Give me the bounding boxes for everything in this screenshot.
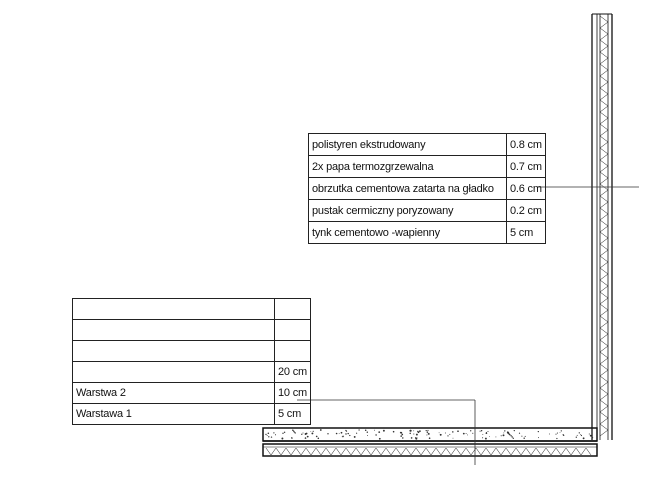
- left-table-row: [73, 404, 311, 425]
- left-table-row: [73, 362, 311, 383]
- top-table-row: [309, 156, 546, 178]
- layer-thickness: 20 cm: [275, 362, 311, 383]
- layer-label: pustak cermiczny poryzowany: [309, 200, 507, 222]
- layer-thickness: 0.8 cm: [507, 134, 546, 156]
- top-table-row: [309, 222, 546, 244]
- top-table-row: [309, 178, 546, 200]
- layer-thickness: [275, 341, 311, 362]
- layer-label: Warstawa 1: [73, 404, 275, 425]
- layer-thickness: [275, 320, 311, 341]
- left-table-row: [73, 341, 311, 362]
- layer-label: polistyren ekstrudowany: [309, 134, 507, 156]
- layer-thickness: 0.2 cm: [507, 200, 546, 222]
- layer-label: [73, 341, 275, 362]
- layer-label: [73, 362, 275, 383]
- layer-label: 2x papa termozgrzewalna: [309, 156, 507, 178]
- left-table-row: [73, 299, 311, 320]
- top-layer-table: [308, 133, 546, 244]
- layer-thickness: [275, 299, 311, 320]
- layer-label: tynk cementowo -wapienny: [309, 222, 507, 244]
- vertical-wall: [592, 14, 612, 440]
- top-table-row: [309, 200, 546, 222]
- layer-label: Warstwa 2: [73, 383, 275, 404]
- layer-thickness: 10 cm: [275, 383, 311, 404]
- top-table-row: [309, 134, 546, 156]
- layer-thickness: 0.7 cm: [507, 156, 546, 178]
- layer-thickness: 0.6 cm: [507, 178, 546, 200]
- floor-slab: [263, 428, 597, 456]
- layer-thickness: 5 cm: [507, 222, 546, 244]
- layer-label: [73, 320, 275, 341]
- layer-thickness: 5 cm: [275, 404, 311, 425]
- left-table-row: [73, 320, 311, 341]
- layer-label: [73, 299, 275, 320]
- layer-label: obrzutka cementowa zatarta na gładko: [309, 178, 507, 200]
- left-layer-table: [72, 298, 311, 425]
- left-table-row: [73, 383, 311, 404]
